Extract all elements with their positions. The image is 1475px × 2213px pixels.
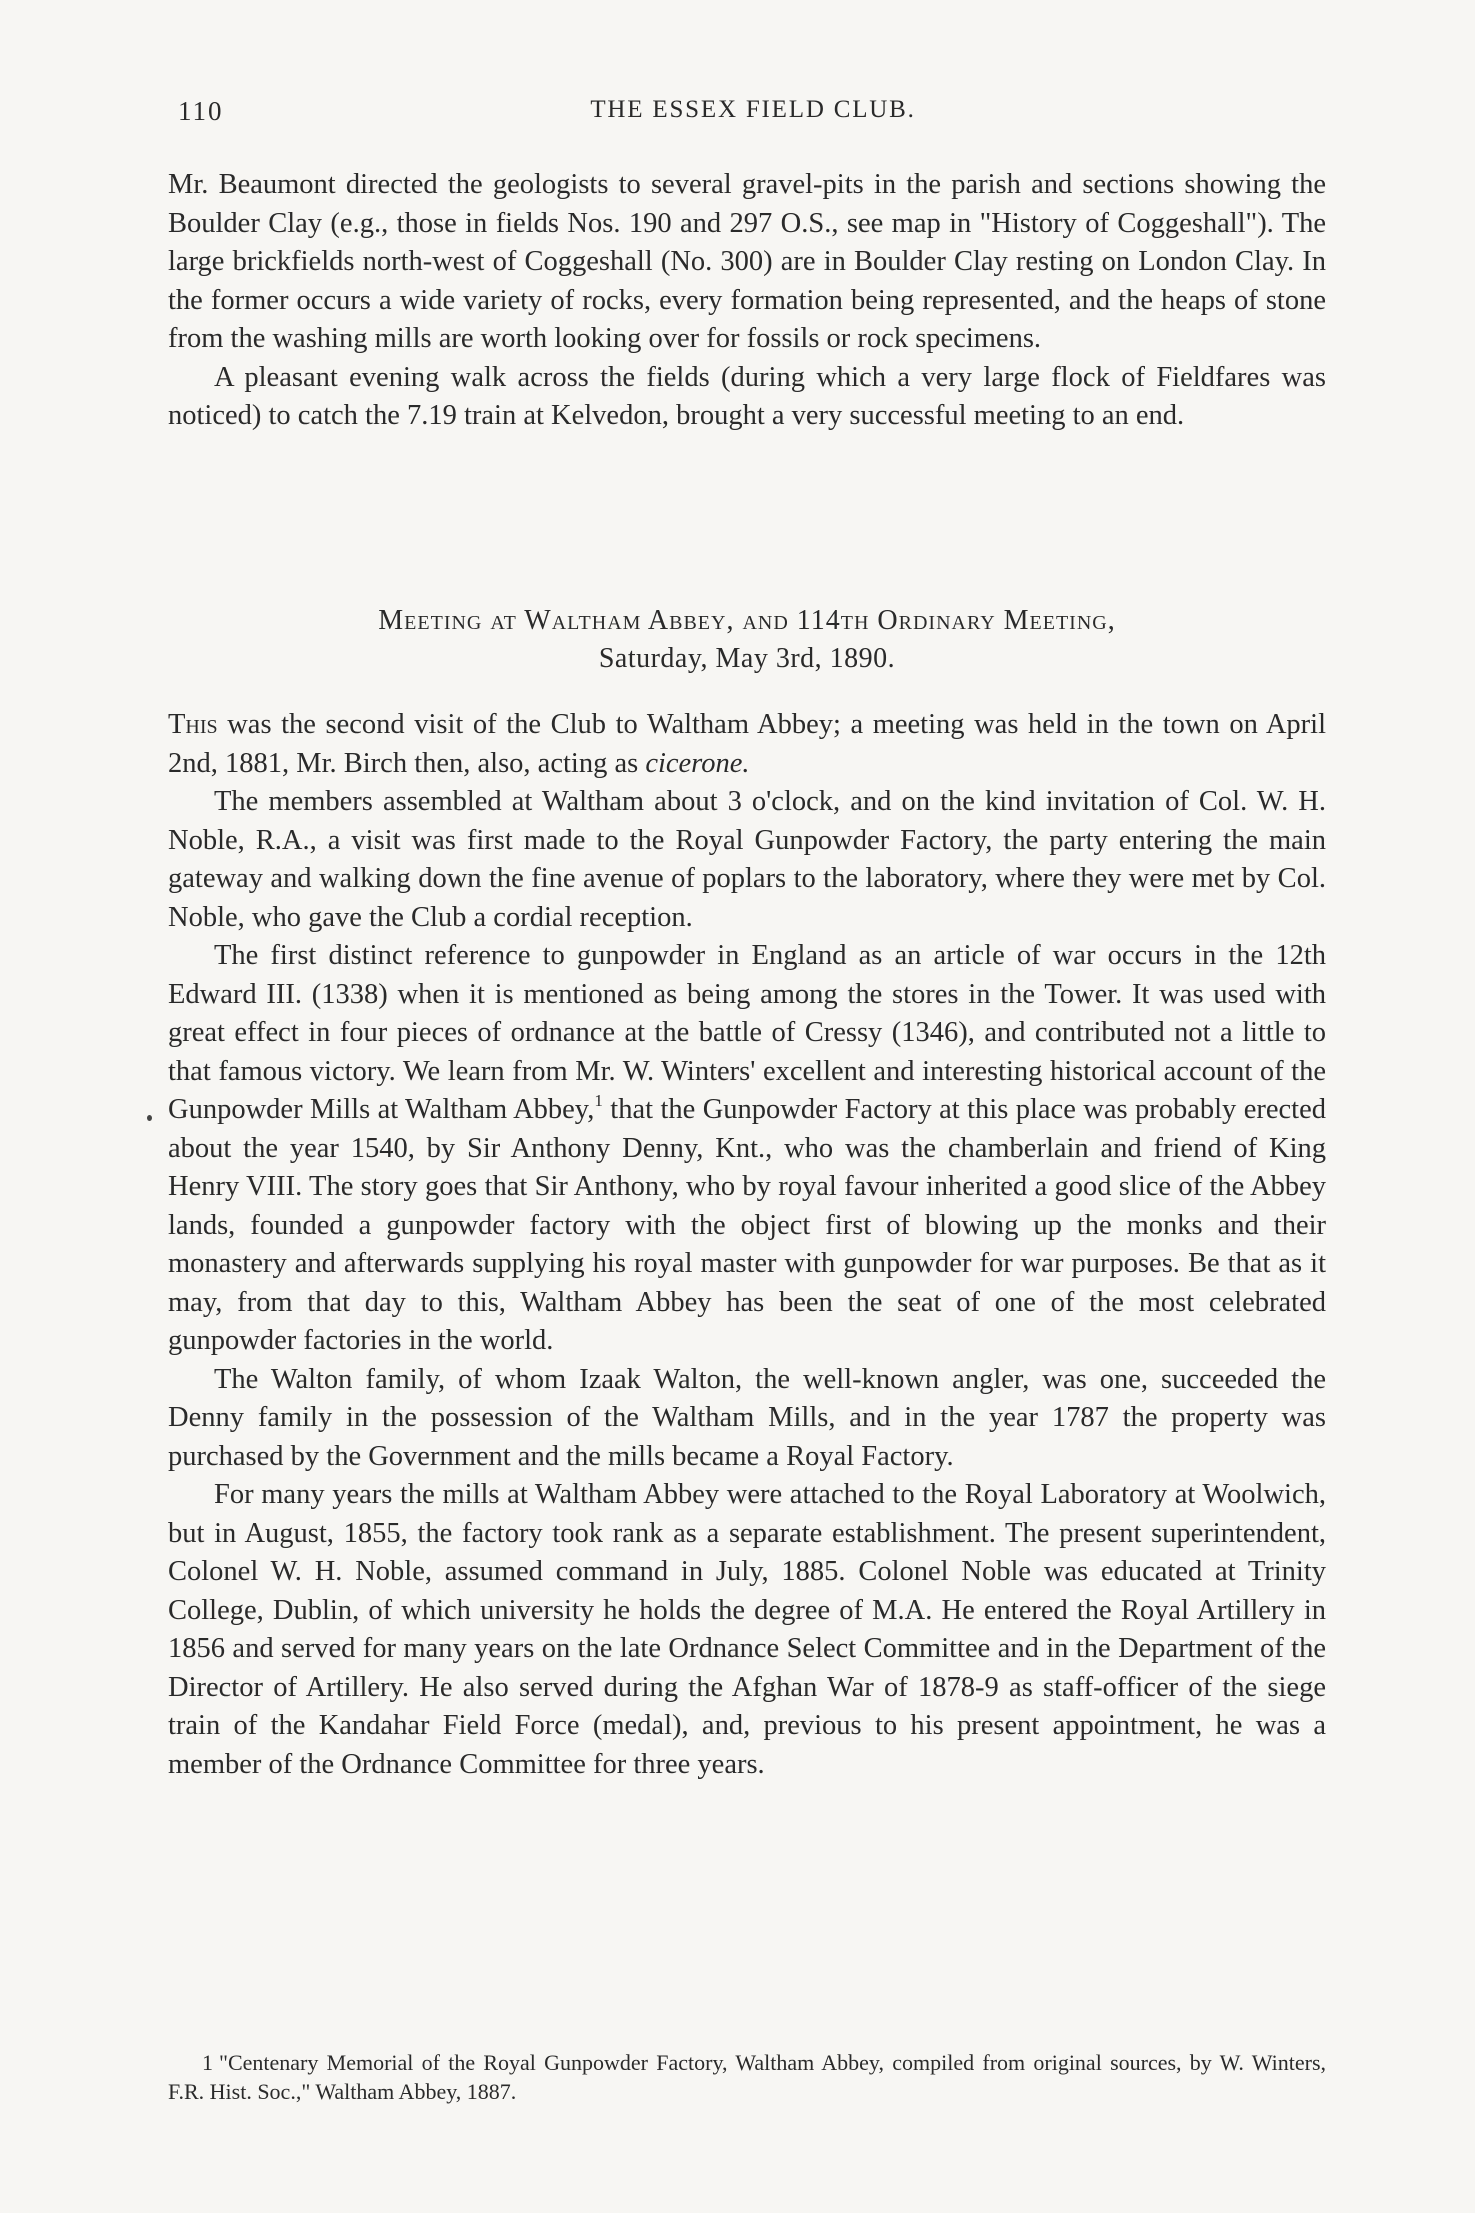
paragraph [168,706,1326,783]
paragraph: The members assembled at Waltham about 3 o'clock, and on the kind invitation of Col. W. H. Noble, R.A., a visit was first made to the Royal Gunpowder Factory, the party entering the main gateway and walking down the fine avenue of poplars to the laboratory, where they were met by Col. Noble, who gave the Club a cordial reception. [168,786,1326,933]
paragraph-text: was the second visit of the Club to Waltham Abbey; a meeting was held in the town on April 2nd, 1881, Mr. Birch then, also, acting as [168,709,1326,779]
footnote-mark: 1 [202,2050,213,2075]
paragraph: For many years the mills at Waltham Abbey were attached to the Royal Laboratory at Woolwich, but in August, 1855, the factory took rank as a separate establishment. The present superintendent, Colonel W. H. Noble, assumed command in July, 1885. Colonel Noble was educated at Trinity College, Dublin, of which university he holds the degree of M.A. He entered the Royal Artillery in 1856 and served for many years on the late Ordnance Select Committee and in the Department of the Director of Artillery. He also served during the Afghan War of 1878-9 as staff-officer of the siege train of the Kandahar Field Force (medal), and, previous to his present appointment, he was a member of the Ordnance Committee for three years. [168,1479,1326,1780]
text-block-waltham [168,706,1326,1784]
footnote-reference[interactable]: 1 [594,1091,603,1111]
paragraph: The Walton family, of whom Izaak Walton, the well-known angler, was one, succeeded the Denny family in the possession of the Waltham Mills, and in the year 1787 the property was purchased by the Government and the mills became a Royal Factory. [168,1363,1326,1472]
journal-title: THE ESSEX FIELD CLUB. [590,96,916,123]
running-header [178,96,1328,136]
print-speck [147,1115,152,1121]
section-heading-title: Meeting at Waltham Abbey, and 114th Ordinary Meeting, [378,605,1116,636]
footnote-text: "Centenary Memorial of the Royal Gunpowder Factory, Waltham Abbey, compiled from original sources, by W. Winters, F.R. Hist. Soc.," Waltham Abbey, 1887. [168,2050,1326,2104]
paragraph [168,937,1326,1361]
text-block-coggeshall [168,166,1326,436]
paragraph: A pleasant evening walk across the fields (during which a very large flock of Fieldfares was noticed) to catch the 7.19 train at Kelvedon, brought a very successful meeting to an end. [168,361,1326,431]
paragraph-text: that the Gunpowder Factory at this place was probably erected about the year 1540, by Sir Anthony Denny, Knt., who was the chamberlain and friend of King Henry VIII. The story goes that Sir Anthony, who by royal favour inherited a good slice of the Abbey lands, founded a gunpowder factory with the object first of blowing up the monks and their monastery and afterwards supplying his royal master with gunpowder for war purposes. Be that as it may, from that day to this, Waltham Abbey has been the seat of one of the most celebrated gunpowder factories in the world. [168,1094,1326,1356]
section-heading-date: Saturday, May 3rd, 1890. [598,643,896,674]
paragraph: Mr. Beaumont directed the geologists to several gravel-pits in the parish and sections showing the Boulder Clay (e.g., those in fields Nos. 190 and 297 O.S., see map in "History of Coggeshall"). The large brickfields north-west of Coggeshall (No. 300) are in Boulder Clay resting on London Clay. In the former occurs a wide variety of rocks, every formation being represented, and the heaps of stone from the washing mills are worth looking over for fossils or rock specimens. [168,169,1326,354]
footnote [168,2048,1326,2106]
paragraph-text: The first distinct reference to gunpowder in England as an article of war occurs in the 12th Edward III. (1338) when it is mentioned as being among the stores in the Tower. It was used with great effect in four pieces of ordnance at the battle of Cressy (1346), and contributed not a little to that famous victory. We learn from Mr. W. Winters' excellent and interesting historical account of the Gunpowder Mills at Waltham Abbey, [168,940,1326,1125]
section-heading [168,602,1326,678]
page-number: 110 [178,96,224,126]
paragraph-lead-word: This [168,709,218,740]
italic-word: cicerone. [645,747,750,779]
